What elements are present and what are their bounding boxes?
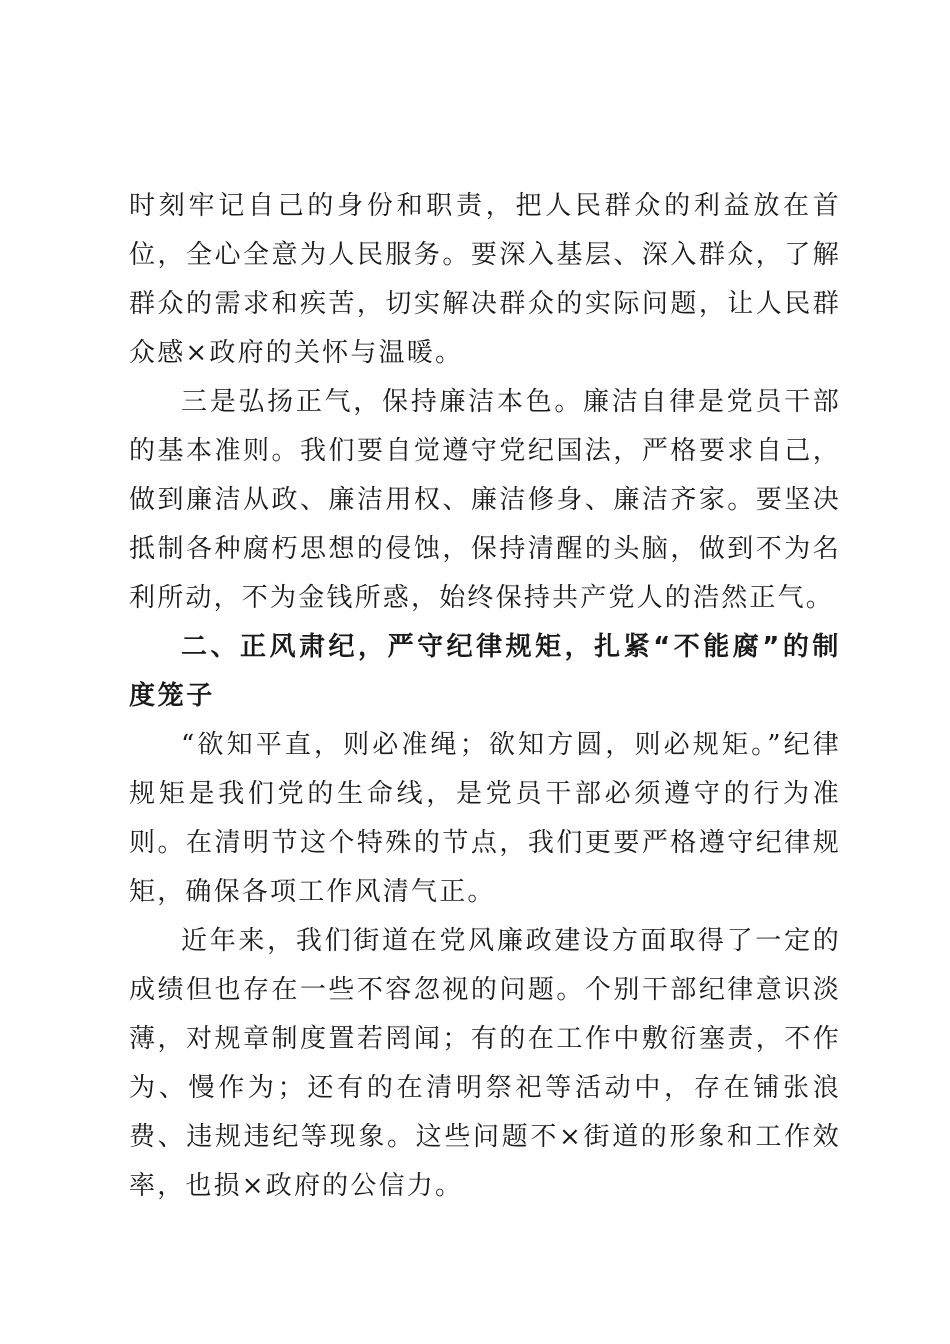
paragraph-discipline-quote: “欲知平直，则必准绳；欲知方圆，则必规矩。”纪律规矩是我们党的生命线，是党员干部必须遵守的行为准则。在清明节这个特殊的节点，我们更要严格遵守纪律规矩，确保各项工作风清气正。	[129, 730, 841, 907]
paragraph-continuation: 时刻牢记自己的身份和职责，把人民群众的利益放在首位，全心全意为人民服务。要深入基层、深入群众，了解群众的需求和疾苦，切实解决群众的实际问题，让人民群众感×政府的关怀与温暖。	[129, 191, 841, 368]
paragraph-recent-issues: 近年来，我们街道在党风廉政建设方面取得了一定的成绩但也存在一些不容忽视的问题。个别干部纪律意识淡薄，对规章制度置若罔闻；有的在工作中敷衍塞责，不作为、慢作为；还有的在清明祭祀等活动中，存在铺张浪费、违规违纪等现象。这些问题不×街道的形象和工作效率，也损×政府的公信力。	[129, 926, 841, 1201]
document-body	[129, 182, 841, 1211]
paragraph-third-point: 三是弘扬正气，保持廉洁本色。廉洁自律是党员干部的基本准则。我们要自觉遵守党纪国法，严格要求自己，做到廉洁从政、廉洁用权、廉洁修身、廉洁齐家。要坚决抵制各种腐朽思想的侵蚀，保持清醒的头脑，做到不为名利所动，不为金钱所惑，始终保持共产党人的浩然正气。	[129, 387, 841, 613]
section-heading-two: 二、正风肃纪，严守纪律规矩，扎紧“不能腐”的制度笼子	[129, 632, 841, 711]
